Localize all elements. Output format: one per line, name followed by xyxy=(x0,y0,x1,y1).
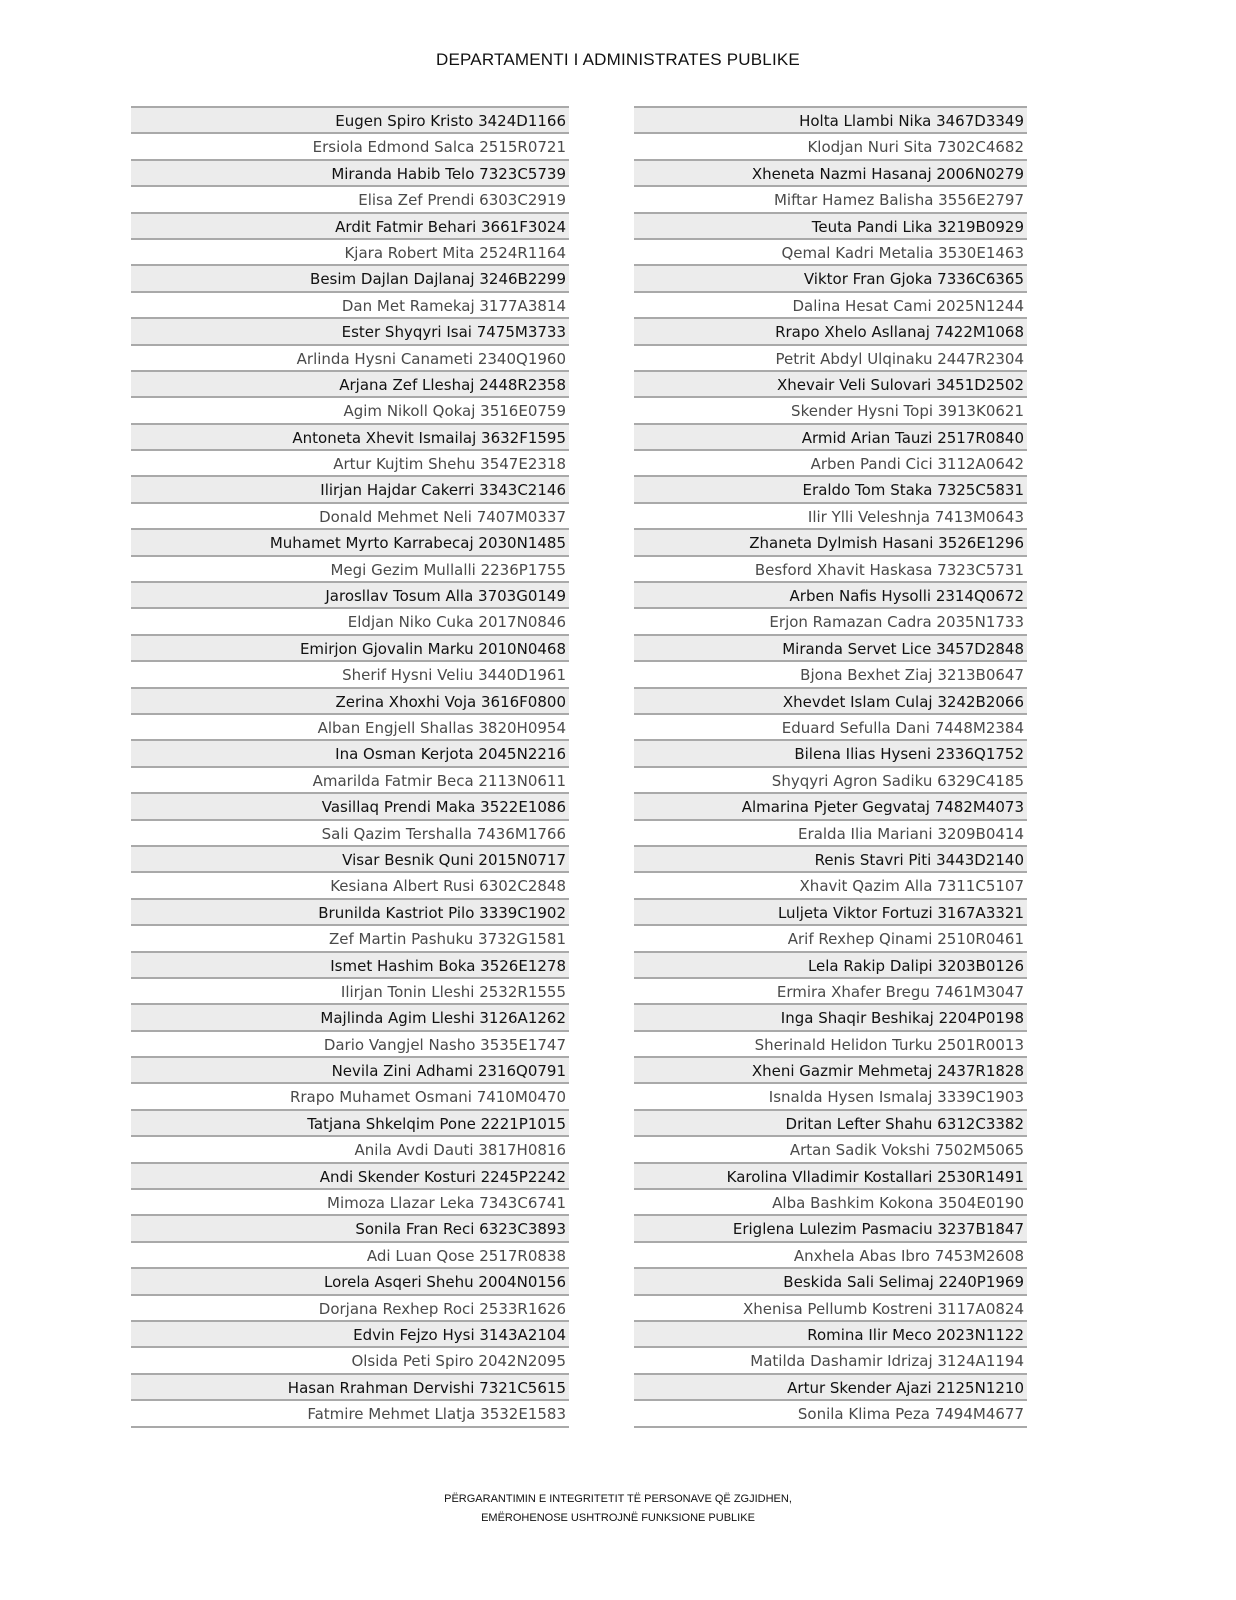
list-item: Artur Skender Ajazi 2125N1210 xyxy=(634,1375,1027,1401)
list-item: Ilirjan Tonin Lleshi 2532R1555 xyxy=(131,979,569,1005)
list-item: Amarilda Fatmir Beca 2113N0611 xyxy=(131,768,569,794)
list-item: Ilirjan Hajdar Cakerri 3343C2146 xyxy=(131,477,569,503)
list-item: Erjon Ramazan Cadra 2035N1733 xyxy=(634,609,1027,635)
list-item: Eduard Sefulla Dani 7448M2384 xyxy=(634,715,1027,741)
list-item: Xhevair Veli Sulovari 3451D2502 xyxy=(634,372,1027,398)
list-item: Adi Luan Qose 2517R0838 xyxy=(131,1243,569,1269)
left-name-list xyxy=(131,106,569,1428)
list-item: Antoneta Xhevit Ismailaj 3632F1595 xyxy=(131,425,569,451)
list-item: Armid Arian Tauzi 2517R0840 xyxy=(634,425,1027,451)
list-item: Zef Martin Pashuku 3732G1581 xyxy=(131,926,569,952)
list-item: Almarina Pjeter Gegvataj 7482M4073 xyxy=(634,794,1027,820)
list-item: Artan Sadik Vokshi 7502M5065 xyxy=(634,1137,1027,1163)
list-item: Eralda Ilia Mariani 3209B0414 xyxy=(634,821,1027,847)
list-item: Zerina Xhoxhi Voja 3616F0800 xyxy=(131,689,569,715)
right-name-list xyxy=(634,106,1027,1428)
list-item: Miranda Habib Telo 7323C5739 xyxy=(131,161,569,187)
list-item: Artur Kujtim Shehu 3547E2318 xyxy=(131,451,569,477)
list-item: Arlinda Hysni Canameti 2340Q1960 xyxy=(131,346,569,372)
list-item: Skender Hysni Topi 3913K0621 xyxy=(634,398,1027,424)
list-item: Rrapo Muhamet Osmani 7410M0470 xyxy=(131,1084,569,1110)
page-title: DEPARTAMENTI I ADMINISTRATES PUBLIKE xyxy=(436,50,800,69)
list-item: Nevila Zini Adhami 2316Q0791 xyxy=(131,1058,569,1084)
list-item: Eraldo Tom Staka 7325C5831 xyxy=(634,477,1027,503)
list-item: Dan Met Ramekaj 3177A3814 xyxy=(131,293,569,319)
list-item: Besim Dajlan Dajlanaj 3246B2299 xyxy=(131,266,569,292)
footer-line-1: PËRGARANTIMIN E INTEGRITETIT TË PERSONAVE QË ZGJIDHEN, xyxy=(444,1493,792,1505)
list-item: Ardit Fatmir Behari 3661F3024 xyxy=(131,214,569,240)
list-item: Visar Besnik Quni 2015N0717 xyxy=(131,847,569,873)
list-item: Sonila Klima Peza 7494M4677 xyxy=(634,1401,1027,1427)
list-item: Majlinda Agim Lleshi 3126A1262 xyxy=(131,1005,569,1031)
list-item: Arif Rexhep Qinami 2510R0461 xyxy=(634,926,1027,952)
list-item: Teuta Pandi Lika 3219B0929 xyxy=(634,214,1027,240)
list-item: Muhamet Myrto Karrabecaj 2030N1485 xyxy=(131,530,569,556)
list-item: Anila Avdi Dauti 3817H0816 xyxy=(131,1137,569,1163)
list-item: Tatjana Shkelqim Pone 2221P1015 xyxy=(131,1111,569,1137)
list-item: Bjona Bexhet Ziaj 3213B0647 xyxy=(634,662,1027,688)
list-item: Dalina Hesat Cami 2025N1244 xyxy=(634,293,1027,319)
list-item: Eriglena Lulezim Pasmaciu 3237B1847 xyxy=(634,1216,1027,1242)
list-item: Romina Ilir Meco 2023N1122 xyxy=(634,1322,1027,1348)
list-item: Ermira Xhafer Bregu 7461M3047 xyxy=(634,979,1027,1005)
list-item: Xheneta Nazmi Hasanaj 2006N0279 xyxy=(634,161,1027,187)
list-item: Arben Nafis Hysolli 2314Q0672 xyxy=(634,583,1027,609)
list-item: Emirjon Gjovalin Marku 2010N0468 xyxy=(131,636,569,662)
list-item: Beskida Sali Selimaj 2240P1969 xyxy=(634,1269,1027,1295)
list-item: Dorjana Rexhep Roci 2533R1626 xyxy=(131,1296,569,1322)
list-item: Lela Rakip Dalipi 3203B0126 xyxy=(634,953,1027,979)
page-footer xyxy=(0,1490,1236,1528)
list-item: Agim Nikoll Qokaj 3516E0759 xyxy=(131,398,569,424)
list-item: Luljeta Viktor Fortuzi 3167A3321 xyxy=(634,900,1027,926)
list-item: Megi Gezim Mullalli 2236P1755 xyxy=(131,557,569,583)
list-item: Vasillaq Prendi Maka 3522E1086 xyxy=(131,794,569,820)
list-item: Rrapo Xhelo Asllanaj 7422M1068 xyxy=(634,319,1027,345)
list-item: Donald Mehmet Neli 7407M0337 xyxy=(131,504,569,530)
list-item: Matilda Dashamir Idrizaj 3124A1194 xyxy=(634,1348,1027,1374)
list-item: Shyqyri Agron Sadiku 6329C4185 xyxy=(634,768,1027,794)
list-item: Lorela Asqeri Shehu 2004N0156 xyxy=(131,1269,569,1295)
list-item: Xheni Gazmir Mehmetaj 2437R1828 xyxy=(634,1058,1027,1084)
list-item: Kesiana Albert Rusi 6302C2848 xyxy=(131,873,569,899)
list-item: Xhavit Qazim Alla 7311C5107 xyxy=(634,873,1027,899)
list-item: Jarosllav Tosum Alla 3703G0149 xyxy=(131,583,569,609)
list-item: Brunilda Kastriot Pilo 3339C1902 xyxy=(131,900,569,926)
list-item: Ilir Ylli Veleshnja 7413M0643 xyxy=(634,504,1027,530)
list-item: Miftar Hamez Balisha 3556E2797 xyxy=(634,187,1027,213)
list-item: Qemal Kadri Metalia 3530E1463 xyxy=(634,240,1027,266)
list-item: Klodjan Nuri Sita 7302C4682 xyxy=(634,134,1027,160)
list-item: Bilena Ilias Hyseni 2336Q1752 xyxy=(634,741,1027,767)
list-item: Petrit Abdyl Ulqinaku 2447R2304 xyxy=(634,346,1027,372)
list-item: Besford Xhavit Haskasa 7323C5731 xyxy=(634,557,1027,583)
footer-line-2: EMËROHENOSE USHTROJNË FUNKSIONE PUBLIKE xyxy=(481,1512,755,1524)
list-item: Andi Skender Kosturi 2245P2242 xyxy=(131,1164,569,1190)
list-item: Mimoza Llazar Leka 7343C6741 xyxy=(131,1190,569,1216)
list-item: Renis Stavri Piti 3443D2140 xyxy=(634,847,1027,873)
list-item: Sherif Hysni Veliu 3440D1961 xyxy=(131,662,569,688)
list-item: Edvin Fejzo Hysi 3143A2104 xyxy=(131,1322,569,1348)
list-item: Dritan Lefter Shahu 6312C3382 xyxy=(634,1111,1027,1137)
list-item: Viktor Fran Gjoka 7336C6365 xyxy=(634,266,1027,292)
list-item: Anxhela Abas Ibro 7453M2608 xyxy=(634,1243,1027,1269)
list-item: Holta Llambi Nika 3467D3349 xyxy=(634,108,1027,134)
list-item: Kjara Robert Mita 2524R1164 xyxy=(131,240,569,266)
list-item: Inga Shaqir Beshikaj 2204P0198 xyxy=(634,1005,1027,1031)
list-item: Arben Pandi Cici 3112A0642 xyxy=(634,451,1027,477)
list-item: Miranda Servet Lice 3457D2848 xyxy=(634,636,1027,662)
list-item: Ina Osman Kerjota 2045N2216 xyxy=(131,741,569,767)
list-item: Dario Vangjel Nasho 3535E1747 xyxy=(131,1032,569,1058)
list-item: Zhaneta Dylmish Hasani 3526E1296 xyxy=(634,530,1027,556)
list-item: Karolina Vlladimir Kostallari 2530R1491 xyxy=(634,1164,1027,1190)
list-item: Ismet Hashim Boka 3526E1278 xyxy=(131,953,569,979)
list-item: Ester Shyqyri Isai 7475M3733 xyxy=(131,319,569,345)
list-item: Hasan Rrahman Dervishi 7321C5615 xyxy=(131,1375,569,1401)
list-item: Xhevdet Islam Culaj 3242B2066 xyxy=(634,689,1027,715)
list-item: Alban Engjell Shallas 3820H0954 xyxy=(131,715,569,741)
list-item: Olsida Peti Spiro 2042N2095 xyxy=(131,1348,569,1374)
list-item: Xhenisa Pellumb Kostreni 3117A0824 xyxy=(634,1296,1027,1322)
list-item: Eugen Spiro Kristo 3424D1166 xyxy=(131,108,569,134)
list-item: Sherinald Helidon Turku 2501R0013 xyxy=(634,1032,1027,1058)
list-item: Sali Qazim Tershalla 7436M1766 xyxy=(131,821,569,847)
list-item: Ersiola Edmond Salca 2515R0721 xyxy=(131,134,569,160)
list-item: Arjana Zef Lleshaj 2448R2358 xyxy=(131,372,569,398)
list-item: Eldjan Niko Cuka 2017N0846 xyxy=(131,609,569,635)
list-item: Isnalda Hysen Ismalaj 3339C1903 xyxy=(634,1084,1027,1110)
list-item: Fatmire Mehmet Llatja 3532E1583 xyxy=(131,1401,569,1427)
list-item: Alba Bashkim Kokona 3504E0190 xyxy=(634,1190,1027,1216)
list-item: Sonila Fran Reci 6323C3893 xyxy=(131,1216,569,1242)
list-item: Elisa Zef Prendi 6303C2919 xyxy=(131,187,569,213)
